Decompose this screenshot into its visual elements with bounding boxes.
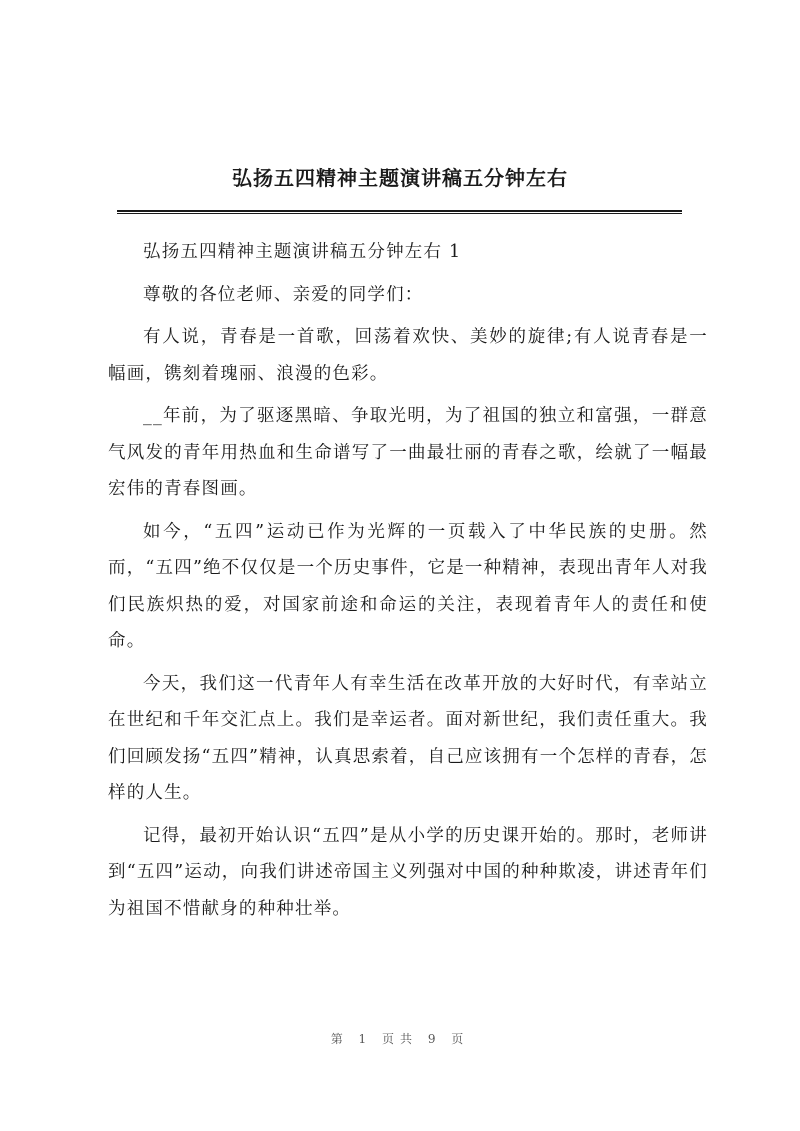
page-number: 第 1 页共 9 页 xyxy=(330,1032,470,1046)
paragraph: 记得，最初开始认识“五四”是从小学的历史课开始的。那时，老师讲到“五四”运动，向我们讲述帝国主义列强对中国的种种欺凌，讲述青年们为祖国不惜献身的种种壮举。 xyxy=(108,825,708,919)
document-title: 弘扬五四精神主题演讲稿五分钟左右 xyxy=(232,166,568,190)
paragraph-heading: 弘扬五四精神主题演讲稿五分钟左右 1 xyxy=(143,242,462,262)
paragraph: 如今，“五四”运动已作为光辉的一页载入了中华民族的史册。然而，“五四”绝不仅仅是一个历史事件，它是一种精神，表现出青年人对我们民族炽热的爱，对国家前途和命运的关注，表现着青年人的责任和使命。 xyxy=(108,521,708,651)
title-divider xyxy=(117,210,682,214)
document-body xyxy=(108,234,708,933)
paragraph: 有人说，青春是一首歌，回荡着欢快、美妙的旋律;有人说青春是一幅画，镌刻着瑰丽、浪漫的色彩。 xyxy=(108,327,708,384)
paragraph: 今天，我们这一代青年人有幸生活在改革开放的大好时代，有幸站立在世纪和千年交汇点上。我们是幸运者。面对新世纪，我们责任重大。我们回顾发扬“五四”精神，认真思索着，自己应该拥有一个怎样的青春，怎样的人生。 xyxy=(108,673,708,803)
paragraph-greeting: 尊敬的各位老师、亲爱的同学们： xyxy=(143,284,424,305)
paragraph: __年前，为了驱逐黑暗、争取光明，为了祖国的独立和富强，一群意气风发的青年用热血和生命谱写了一曲最壮丽的青春之歌，绘就了一幅最宏伟的青春图画。 xyxy=(108,406,708,499)
